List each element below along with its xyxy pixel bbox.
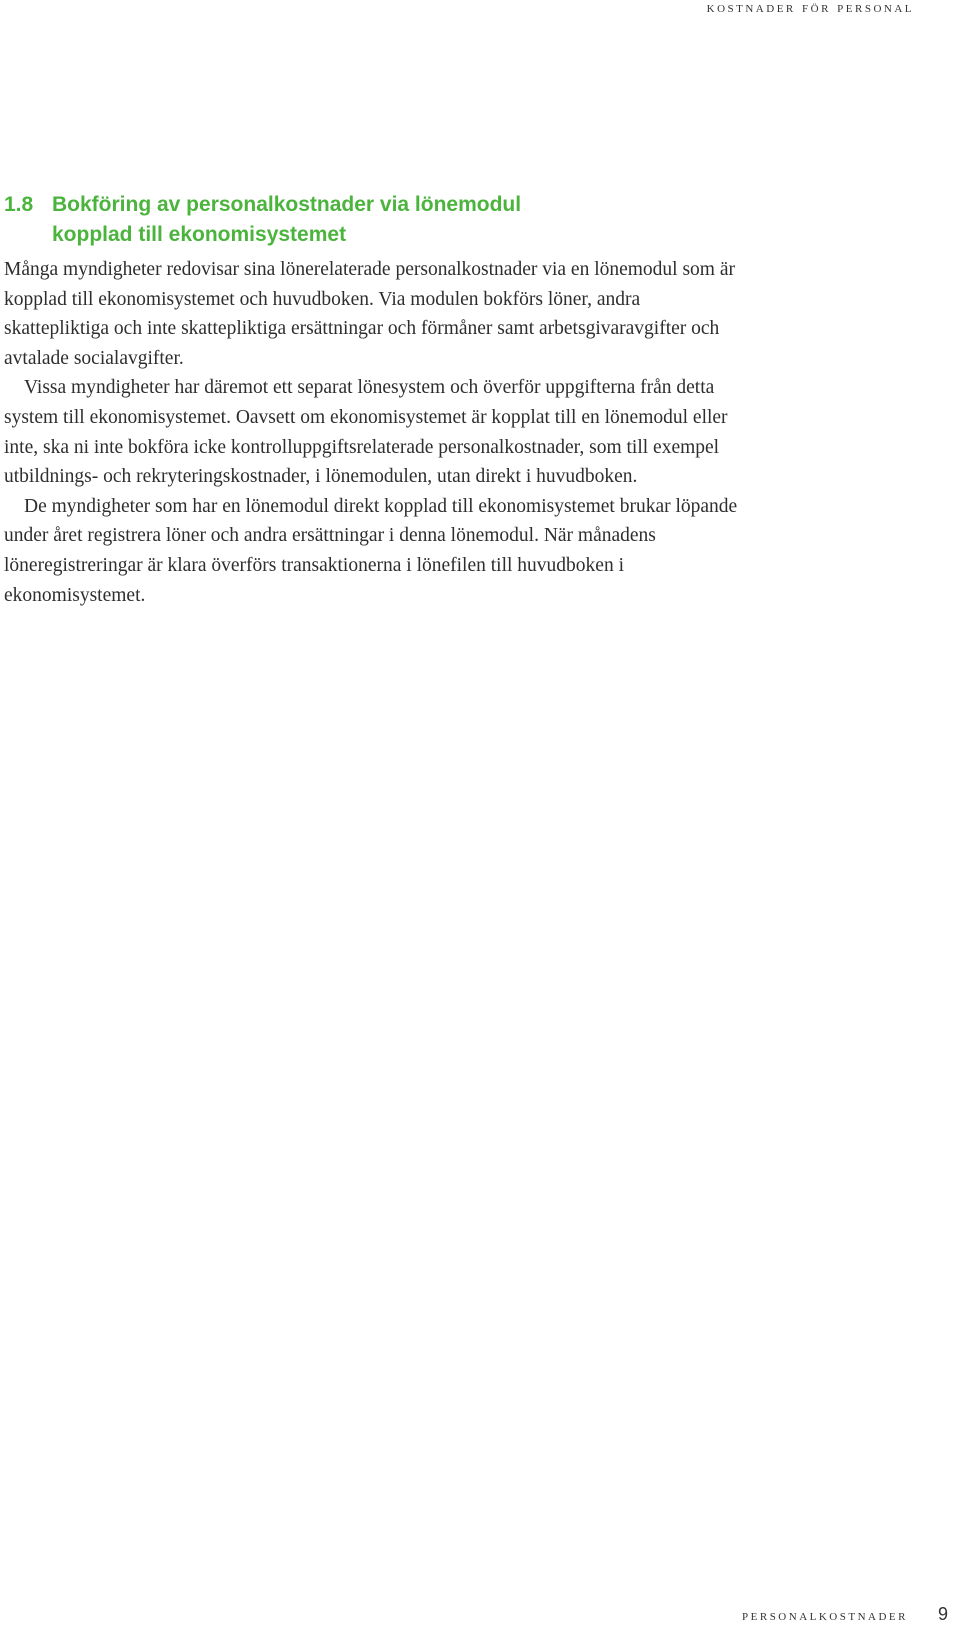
section-title-line-1: Bokföring av personalkostnader via lönemodul [52, 193, 522, 216]
section-title [52, 190, 704, 250]
footer-running-title: personalkostnader [742, 1608, 908, 1624]
body-text [4, 255, 744, 610]
running-header: kostnader för personal [706, 0, 914, 16]
page-footer [742, 1604, 948, 1625]
section-title-line-2: kopplad till ekonomisystemet [52, 223, 347, 246]
paragraph-3: De myndigheter som har en lönemodul direkt kopplad till ekonomisystemet brukar löpande under året registrera löner och andra ersättningar i denna lönemodul. När månadens löneregistreringar är klara överförs transaktionerna i lönefilen till huvudboken i ekonomisystemet. [4, 495, 738, 606]
section-heading [4, 190, 704, 250]
page-number: 9 [937, 1604, 948, 1624]
section-number: 1.8 [4, 193, 34, 216]
paragraph-2: Vissa myndigheter har däremot ett separat lönesystem och överför uppgifterna från detta system till ekonomisystemet. Oavsett om ekonomisystemet är kopplat till en lönemodul eller inte, ska ni inte bokföra icke kontrolluppgiftsrelaterade personalkostnader, som till exempel utbildnings- och rekryteringskostnader, i lönemodulen, utan direkt i huvudboken. [4, 377, 728, 488]
paragraph-1: Många myndigheter redovisar sina lönerelaterade personalkostnader via en lönemodul som är kopplad till ekonomisystemet och huvudboken. Via modulen bokförs löner, andra skattepliktiga och inte skattepliktiga ersättningar och förmåner samt arbetsgivaravgifter och avtalade socialavgifter. [4, 259, 736, 369]
